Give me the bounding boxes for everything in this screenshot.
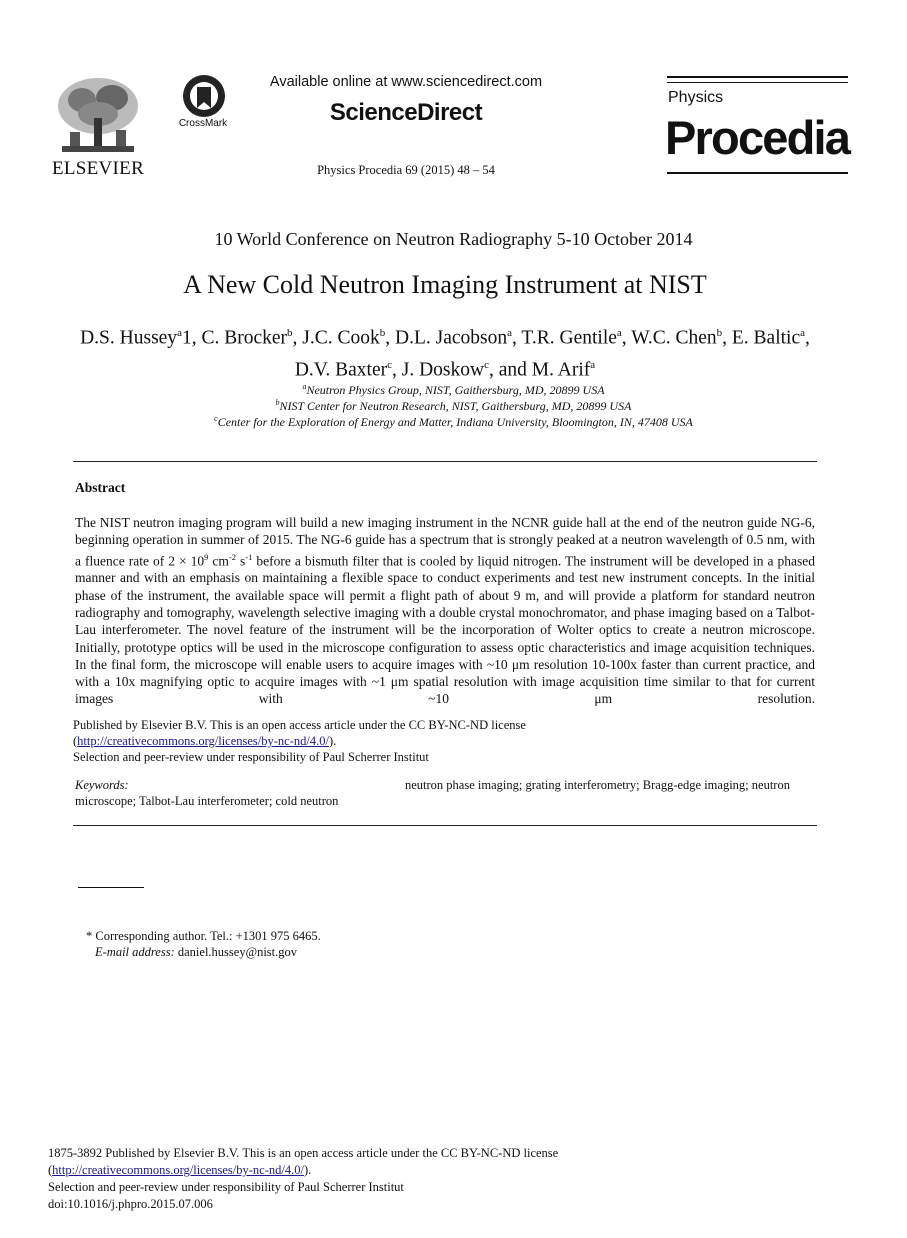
footer-peer-review: Selection and peer-review under responsibility of Paul Scherrer Institut [48,1180,404,1194]
author-name: M. Arif [531,359,591,380]
journal-reference: Physics Procedia 69 (2015) 48 – 54 [317,163,495,177]
corresponding-author: * Corresponding author. Tel.: +1301 975 6465. [86,929,321,943]
author-name: D.L. Jacobson [395,327,508,349]
page-footer [48,1145,848,1213]
author-affil-mark: b [379,327,386,339]
author-name: W.C. Chen [631,327,717,349]
abstract-bottom-rule [73,825,817,826]
abstract-top-rule [73,461,817,462]
footer-license-line: 1875-3892 Published by Elsevier B.V. This is an open access article under the CC BY-NC-ND license [48,1146,559,1160]
keywords-label: Keywords: [75,778,129,792]
author-list: D.S. Hussey$^a$1, C. Brocker$^b$, J.C. Cook$^b$, D.L. Jacobson$^a$, T.R. Gentile$^a$, W.C. Chen$^b$, E. Baltic$^a$, D.V. Baxter$^c$, J. Doskow$^c$, and M. Arif$^a$ [80,327,810,380]
author-affil-mark: c [484,358,489,371]
author-affil-mark: a [177,327,182,339]
author-affil-mark: b [287,327,293,339]
peer-review-line: Selection and peer-review under responsibility of Paul Scherrer Institut [73,750,429,764]
procedia-rule-top [667,76,848,78]
author-name: J. Doskow [401,359,485,380]
procedia-rule-top-thin [667,82,848,83]
affiliation-c: $^c$Center for the Exploration of Energy and Matter, Indiana University, Bloomington, IN, 47408 USA [214,414,693,429]
author-affil-mark: a [616,327,622,339]
footnote-rule [78,887,144,888]
license-link[interactable]: http://creativecommons.org/licenses/by-nc-nd/4.0/ [77,734,329,748]
author-affil-mark: a [590,358,596,371]
license-block [73,717,813,765]
abstract-body: The NIST neutron imaging program will build a new imaging instrument in the NCNR guide hall at the end of the neutron guide NG-6, beginning operation in summer of 2015. The NG-6 guide has a spectrum that is strongly peaked at a neutron wavelength of 0.5 nm, with a fluence rate of $2 \times 10^9$ $cm^{-2}$ $s^{-1}$ before a bismuth filter that is cooled by liquid nitrogen. The instrument will be developed in a phased manner and with an emphasis on maintaining a flexible space to conduct experiments and test new instrument concepts. In the initial phase of the instrument, the available space will permit a flight path of about 9 m, and will provide a platform for standard neutron radiography and tomography, wavelength selective imaging with a double crystal monochromator, and phase imaging based on a Talbot-Lau interferometer. The novel feature of the instrument will be the incorporation of Wolter optics to create a neutron microscope. Initially, prototype optics will be used in the microscope configuration to assess optic characteristics and image acquisition techniques. In the final form, the microscope will enable users to acquire images with ~10 μm resolution 10-100x faster than current practice, and with a 10x magnifying optic to acquire images with ~1 μm spatial resolution with image acquisition time similar to that for current images with ~10 μm resolution. [75,515,815,707]
affiliation-a: $^a$Neutron Physics Group, NIST, Gaithersburg, MD, 20899 USA [302,382,605,397]
sciencedirect-logo[interactable]: ScienceDirect [329,99,483,126]
author-affil-mark: b [716,327,723,339]
author-name: D.V. Baxter [294,359,388,380]
doi[interactable]: doi:10.1016/j.phpro.2015.07.006 [48,1197,213,1211]
author-name: C. Brocker [201,327,288,349]
footer-license-link[interactable]: http://creativecommons.org/licenses/by-nc-nd/4.0/ [52,1163,304,1177]
author-name: Baltic [753,327,801,349]
publisher-name: ELSEVIER [51,158,145,179]
author-name: T.R. Gentile [521,327,617,349]
license-link-line: (http://creativecommons.org/licenses/by-nc-nd/4.0/). [73,734,337,748]
procedia-rule-bottom [667,172,848,174]
email-address[interactable]: daniel.hussey@nist.gov [177,945,298,959]
keywords-text-continued: microscope; Talbot-Lau interferometer; cold neutron [75,794,339,808]
journal-name-big: Procedia [665,111,850,164]
author-name: D.S. Hussey [80,327,178,349]
crossmark-label: CrossMark [178,118,228,129]
journal-name-small: Physics [668,89,724,106]
email-label: E-mail address: [95,945,175,959]
available-online-text: Available online at www.sciencedirect.com [269,74,543,90]
author-affil-mark: a [507,327,512,339]
email-line [95,945,297,960]
affiliation-b: $^b$NIST Center for Neutron Research, NIST, Gaithersburg, MD, 20899 USA [275,398,632,413]
keywords-text: neutron phase imaging; grating interferometry; Bragg-edge imaging; neutron [405,778,790,792]
author-affil-mark: a [800,327,806,339]
paper-title: A New Cold Neutron Imaging Instrument at NIST [183,270,707,299]
author-name: J.C. Cook [302,327,380,349]
footer-link-line: (http://creativecommons.org/licenses/by-nc-nd/4.0/). [48,1163,312,1177]
author-affil-mark: c [387,358,392,371]
license-line: Published by Elsevier B.V. This is an open access article under the CC BY-NC-ND license [73,718,526,732]
abstract-heading: Abstract [75,480,126,495]
conference-line: 10 World Conference on Neutron Radiography 5-10 October 2014 [214,229,693,249]
